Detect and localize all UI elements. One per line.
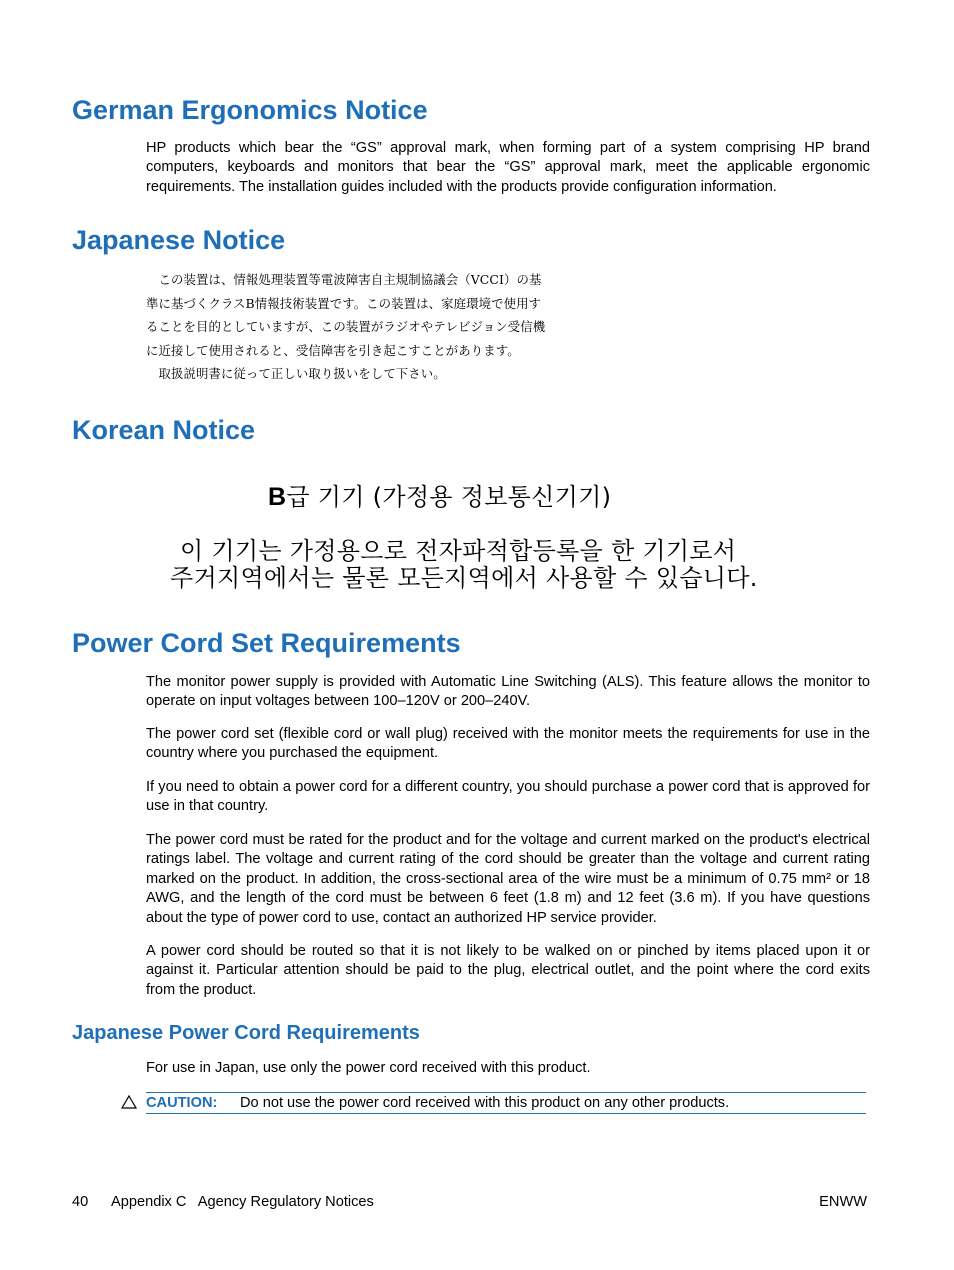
power-cord-paragraph: A power cord should be routed so that it is not likely to be walked on or pinched by items placed upon it or against it. Particular attention should be paid to the plug, electrical outlet, and the point where the cord exits from the product. — [146, 943, 870, 998]
caution-label: CAUTION: — [146, 1095, 218, 1111]
japanese-notice-line: に近接して使用されると、受信障害を引き起こすことがあります。 — [146, 342, 520, 358]
heading-japanese-power-cord-requirements: Japanese Power Cord Requirements — [72, 1022, 420, 1044]
japanese-notice-line: 取扱説明書に従って正しい取り扱いをして下さい。 — [146, 366, 446, 381]
heading-power-cord-set-requirements: Power Cord Set Requirements — [72, 628, 461, 658]
power-cord-paragraph: The monitor power supply is provided with Automatic Line Switching (ALS). This feature allows the monitor to operate on input voltages between 100–120V or 200–240V. — [146, 674, 870, 710]
power-cord-paragraph: The power cord set (flexible cord or wall plug) received with the monitor meets the requirements for use in the country where you purchased the equipment. — [146, 726, 870, 762]
caution-triangle-icon — [121, 1094, 137, 1110]
japanese-notice-text — [146, 268, 616, 386]
japanese-notice-line: この装置は、情報処理装置等電波障害自主規制協議会（VCCI）の基 — [146, 272, 542, 287]
caution-text: Do not use the power cord received with this product on any other products. — [240, 1095, 730, 1111]
korean-class-letter: B — [268, 483, 287, 511]
german-notice-body: HP products which bear the “GS” approval mark, when forming part of a system comprising HP brand computers, keyboards and monitors that bear the “GS” approval mark, meet the applicable ergonomic requirements. The installation guides included with the products provide configuration information. — [146, 140, 870, 195]
footer-chapter-title: Appendix C Agency Regulatory Notices — [111, 1194, 374, 1210]
japanese-notice-line: 準に基づくクラスB情報技術装置です。この装置は、家庭環境で使用す — [146, 295, 542, 311]
power-cord-paragraph: The power cord must be rated for the product and for the voltage and current marked on the product's electrical ratings label. The voltage and current rating of the cord should be greater than the voltage and current rating marked on the product. In addition, the cross-sectional area of the wire must be a minimum of 0.75 mm² or 18 AWG, and the length of the cord must be between 6 feet (1.8 m) and 12 feet (3.6 m). If you have questions about the type of power cord to use, contact an authorized HP service provider. — [146, 832, 870, 926]
korean-notice-line-2: 이 기기는 가정용으로 전자파적합등록을 한 기기로서 — [180, 537, 737, 565]
heading-korean-notice: Korean Notice — [72, 415, 256, 445]
japanese-notice-line: ることを目的としていますが、この装置がラジオやテレビジョン受信機 — [146, 319, 546, 334]
korean-notice-class-line — [268, 482, 611, 512]
footer-document-code: ENWW — [819, 1194, 867, 1210]
power-cord-paragraph: If you need to obtain a power cord for a different country, you should purchase a power cord that is approved for use in that country. — [146, 779, 870, 815]
caution-box — [146, 1092, 866, 1114]
korean-notice-line-3: 주거지역에서는 물론 모든지역에서 사용할 수 있습니다. — [170, 564, 758, 592]
heading-japanese-notice: Japanese Notice — [72, 225, 286, 255]
korean-class-text: 급 기기 (가정용 정보통신기기) — [286, 483, 612, 511]
heading-german-ergonomics-notice: German Ergonomics Notice — [72, 95, 428, 125]
footer-page-number: 40 — [72, 1194, 89, 1210]
japanese-power-cord-body: For use in Japan, use only the power cord received with this product. — [146, 1060, 591, 1076]
